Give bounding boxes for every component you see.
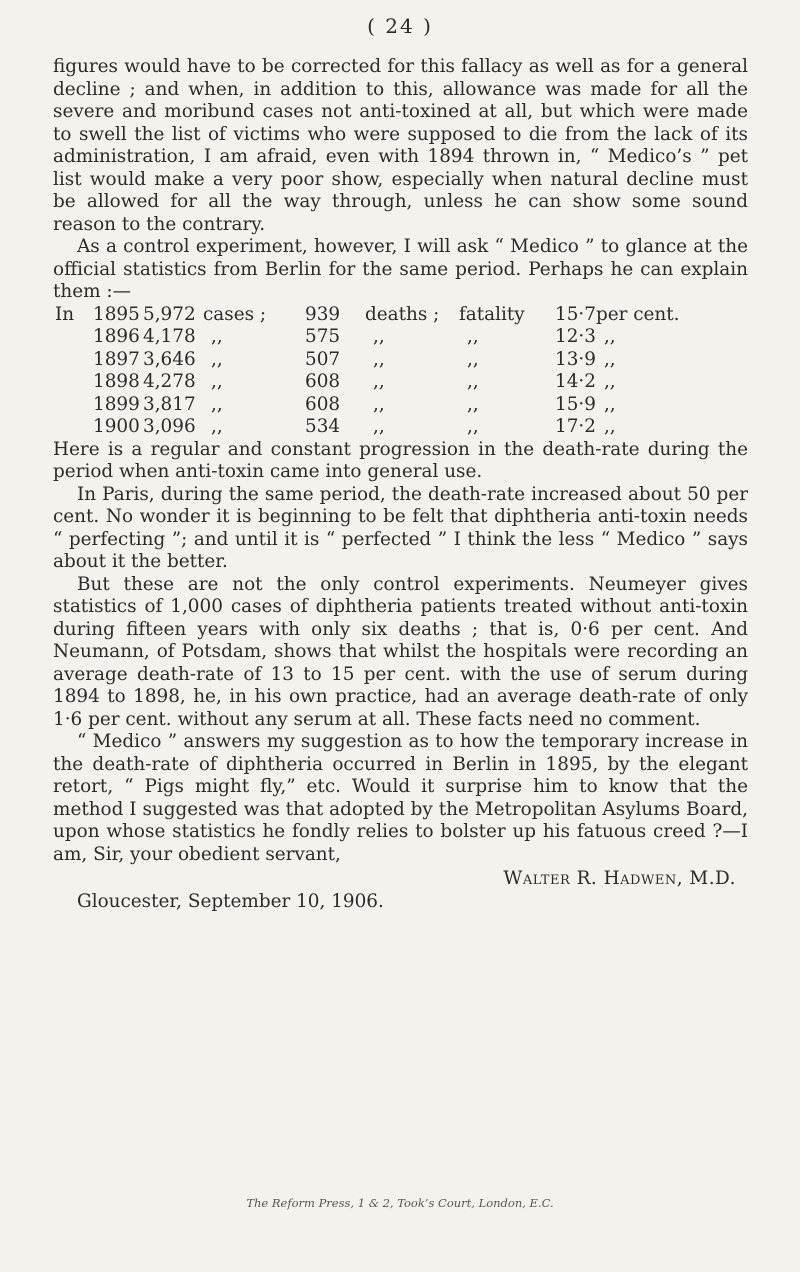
table-cases-label: ,, bbox=[211, 371, 223, 392]
table-deaths: 608 bbox=[305, 393, 341, 415]
table-prefix: In bbox=[55, 303, 75, 325]
table-year: 1898 bbox=[93, 371, 140, 392]
table-row bbox=[55, 349, 680, 372]
signature-block bbox=[53, 868, 748, 913]
table-row bbox=[55, 326, 680, 349]
page-number: ( 24 ) bbox=[367, 14, 433, 38]
table-prefix bbox=[55, 349, 93, 372]
table-percent-label: ,, bbox=[603, 416, 616, 437]
table-fatality-label: ,, bbox=[467, 326, 479, 347]
table-deaths: 575 bbox=[305, 326, 341, 347]
table-deaths-label: ,, bbox=[373, 326, 385, 347]
paragraph-6: “ Medico ” answers my suggestion as to how the temporary increase in the death-rate of diphtheria occurred in Berlin in 1895, by the elegant retort, “ Pigs might fly,” etc. Would it surprise him to know that the method I suggested was that adopted by the Metropolitan Asylums Board, upon whose statistics he fondly relies to bolster up his fatuous creed ?—I am, Sir, your obedient servant, bbox=[53, 731, 748, 865]
table-deaths: 534 bbox=[305, 416, 341, 437]
table-cases-label: cases ; bbox=[203, 303, 267, 325]
table-cases: 3,096 bbox=[143, 416, 196, 437]
paragraph-2: As a control experiment, however, I will ask “ Medico ” to glance at the official statistics from Berlin for the same period. Perhaps he can explain them :— bbox=[53, 236, 748, 302]
table-cases-label: ,, bbox=[211, 393, 223, 415]
table-percent: 15·7 bbox=[555, 303, 596, 325]
table-year: 1895 bbox=[93, 303, 140, 325]
table-percent: 14·2 bbox=[555, 371, 596, 392]
paragraph-3: Here is a regular and constant progression in the death-rate during the period when anti-toxin came into general use. bbox=[53, 438, 748, 482]
table-year: 1896 bbox=[93, 326, 140, 347]
table-fatality-label: ,, bbox=[467, 348, 479, 370]
paragraph-5: But these are not the only control experiments. Neumeyer gives statistics of 1,000 cases of diphtheria patients treated without anti-toxin during fifteen years with only six deaths ; that is, 0·6 per cent. And Neumann, of Potsdam, shows that whilst the hospitals were recording an average death-rate of 13 to 15 per cent. with the use of serum during 1894 to 1898, he, in his own practice, had an average death-rate of only 1·6 per cent. without any serum at all. These facts need no comment. bbox=[53, 573, 748, 730]
table-fatality-label: ,, bbox=[467, 393, 479, 415]
table-cases: 4,178 bbox=[143, 326, 196, 347]
table-row bbox=[55, 304, 680, 327]
table-cases: 3,646 bbox=[143, 348, 196, 370]
table-percent-label: ,, bbox=[603, 371, 616, 392]
table-prefix bbox=[55, 371, 93, 394]
table-percent-label: per cent. bbox=[595, 303, 680, 325]
paragraph-1: figures would have to be corrected for this fallacy as well as for a general decline ; and when, in addition to this, allowance was made for all the severe and moribund cases not anti-toxined at all, but which were made to swell the list of victims who were supposed to die from the lack of its administration, I am afraid, even with 1894 thrown in, “ Medico’s ” pet list would make a very poor show, especially when natural decline must be allowed for all the way through, unless he can show some sound reason to the contrary. bbox=[53, 56, 748, 235]
table-cases: 3,817 bbox=[143, 393, 196, 415]
table-deaths: 939 bbox=[305, 303, 341, 325]
table-cases-label: ,, bbox=[211, 416, 223, 437]
table-deaths-label: ,, bbox=[373, 393, 385, 415]
table-row bbox=[55, 416, 680, 439]
table-fatality-label: fatality bbox=[459, 303, 525, 325]
table-prefix bbox=[55, 416, 93, 439]
paragraph-4: In Paris, during the same period, the death-rate increased about 50 per cent. No wonder it is beginning to be felt that diphtheria anti-toxin needs “ perfecting ”; and until it is “ perfected ” I think the less “ Medico ” says about it the better. bbox=[53, 483, 748, 572]
table-year: 1897 bbox=[93, 348, 140, 370]
letter-body bbox=[53, 56, 748, 913]
table-year: 1900 bbox=[93, 416, 140, 437]
table-prefix bbox=[55, 326, 93, 349]
table-row bbox=[55, 394, 680, 417]
table-cases: 5,972 bbox=[143, 303, 196, 325]
table-fatality-label: ,, bbox=[467, 416, 479, 437]
signature-name: Walter R. Hadwen, M.D. bbox=[503, 868, 736, 889]
table-percent: 12·3 bbox=[555, 326, 596, 347]
table-year: 1899 bbox=[93, 393, 140, 415]
table-deaths-label: ,, bbox=[373, 371, 385, 392]
table-row bbox=[55, 371, 680, 394]
table-deaths-label: ,, bbox=[373, 348, 385, 370]
table-percent-label: ,, bbox=[603, 348, 616, 370]
table-cases: 4,278 bbox=[143, 371, 196, 392]
table-prefix bbox=[55, 394, 93, 417]
berlin-statistics-table bbox=[55, 304, 680, 439]
signature-place-date: Gloucester, September 10, 1906. bbox=[77, 890, 384, 912]
table-deaths: 507 bbox=[305, 348, 341, 370]
table-cases-label: ,, bbox=[211, 348, 223, 370]
table-deaths-label: ,, bbox=[373, 416, 385, 437]
table-percent-label: ,, bbox=[603, 393, 616, 415]
table-percent: 17·2 bbox=[555, 416, 596, 437]
table-deaths: 608 bbox=[305, 371, 341, 392]
table-percent: 15·9 bbox=[555, 393, 596, 415]
printer-imprint: The Reform Press, 1 & 2, Took’s Court, London, E.C. bbox=[246, 1196, 554, 1210]
table-cases-label: ,, bbox=[211, 326, 223, 347]
table-deaths-label: deaths ; bbox=[365, 303, 440, 325]
table-fatality-label: ,, bbox=[467, 371, 479, 392]
table-percent-label: ,, bbox=[603, 326, 616, 347]
table-percent: 13·9 bbox=[555, 348, 596, 370]
